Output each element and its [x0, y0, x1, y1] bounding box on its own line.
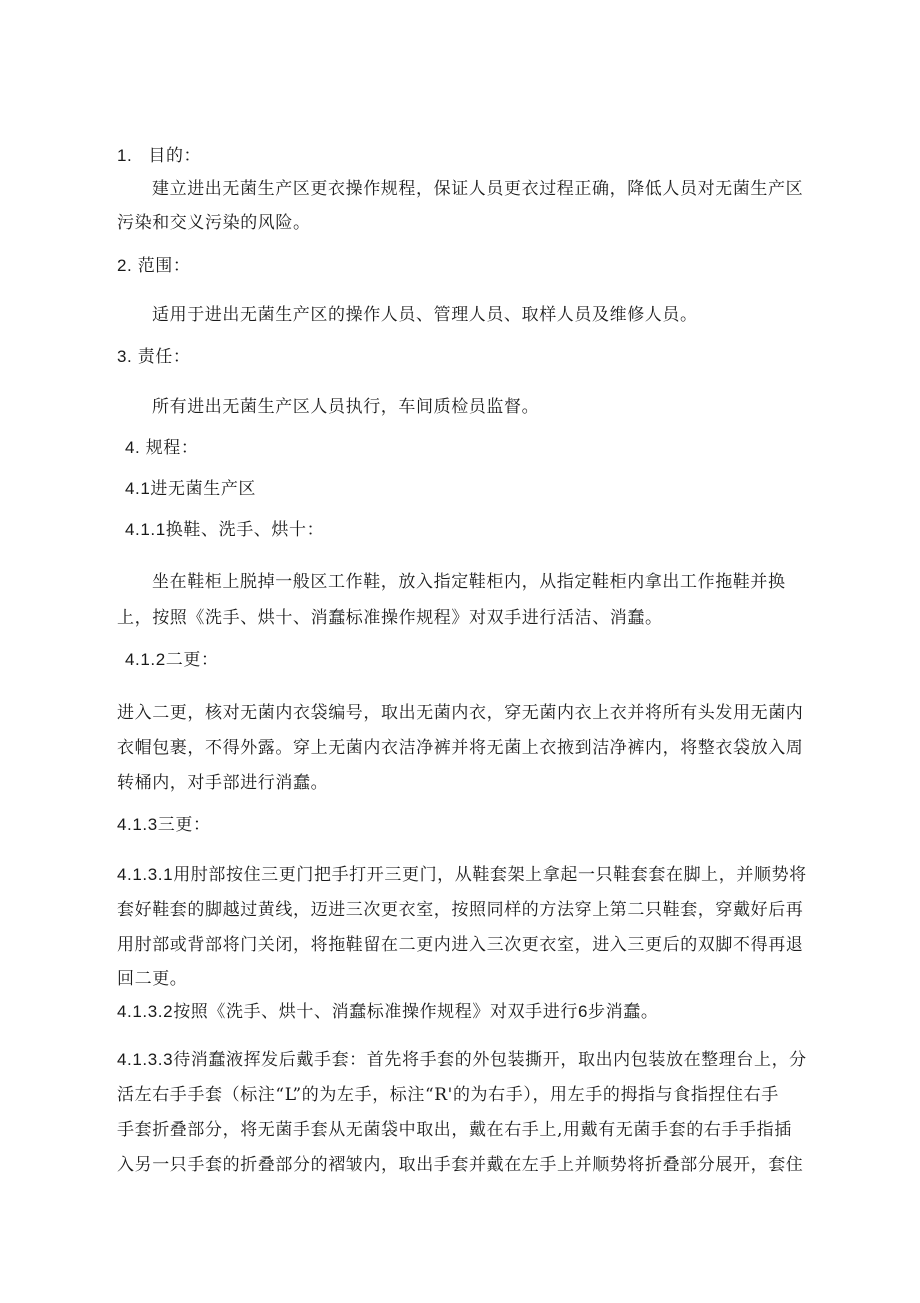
shoe-change-line-1: 坐在鞋柜上脱掉一般区工作鞋，放入指定鞋柜内，从指定鞋柜内拿出工作拖鞋并换 — [152, 572, 786, 592]
step-4-1-3-3-line-3: 手套折叠部分，将无菌手套从无菌袋中取出，戴在右手上,用戴有无菌手套的右手手指插 — [117, 1120, 792, 1140]
section-4-1-2-heading: 4.1.2二更： — [125, 650, 219, 669]
step-4-1-3-1-line-2: 套好鞋套的脚越过黄线，迈进三次更衣室，按照同样的方法穿上第二只鞋套，穿戴好后再 — [117, 900, 804, 920]
step-4-1-3-3-line-2: 活左右手手套（标注“L”的为左手，标注“R'的为右手），用左手的拇指与食指捏住右手 — [117, 1085, 779, 1105]
section-4-1-1-heading: 4.1.1换鞋、洗手、烘十： — [125, 520, 325, 539]
step-4-1-3-1-line-3: 用肘部或背部将门关闭，将拖鞋留在二更内进入三次更衣室，进入三更后的双脚不得再退 — [117, 935, 804, 955]
section-4-heading: 4. 规程： — [125, 438, 199, 457]
section-2-heading: 2. 范围： — [117, 256, 191, 275]
scope-line: 适用于进出无菌生产区的操作人员、管理人员、取样人员及维修人员。 — [152, 305, 698, 325]
purpose-line-2: 污染和交义污染的风险。 — [117, 213, 311, 233]
second-change-line-1: 进入二更，核对无菌内衣袋编号，取出无菌内衣，穿无菌内衣上衣并将所有头发用无菌内 — [117, 703, 804, 723]
second-change-line-3: 转桶内，对手部进行消蠢。 — [117, 773, 329, 793]
step-4-1-3-2-line: 4.1.3.2按照《洗手、烘十、消蠢标准操作规程》对双手进行6步消蠢。 — [117, 1002, 659, 1021]
section-3-heading: 3. 责任： — [117, 347, 191, 366]
section-4-1-heading: 4.1进无菌生产区 — [125, 479, 257, 498]
step-4-1-3-3-line-1: 4.1.3.3待消蠢液挥发后戴手套：首先将手套的外包装撕开，取出内包装放在整理台上，分 — [117, 1050, 807, 1069]
shoe-change-line-2: 上，按照《洗手、烘十、消蠢标准操作规程》对双手进行活洁、消蠢。 — [117, 608, 663, 628]
step-4-1-3-1-line-4: 回二更。 — [117, 969, 188, 989]
section-1-heading: 1. 目的： — [117, 146, 202, 165]
step-4-1-3-3-line-4: 入另一只手套的折叠部分的褶皱内，取出手套并戴在左手上并顺势将折叠部分展开，套住 — [117, 1155, 804, 1175]
section-4-1-3-heading: 4.1.3三更： — [117, 815, 211, 834]
purpose-line-1: 建立进出无菌生产区更衣操作规程，保证人员更衣过程正确，降低人员对无菌生产区 — [152, 179, 804, 199]
responsibility-line: 所有进出无菌生产区人员执行，车间质检员监督。 — [152, 397, 540, 417]
second-change-line-2: 衣帽包裹，不得外露。穿上无菌内衣洁净裤并将无菌上衣掖到洁净裤内，将整衣袋放入周 — [117, 738, 804, 758]
step-4-1-3-1-line-1: 4.1.3.1用肘部按住三更门把手打开三更门，从鞋套架上拿起一只鞋套套在脚上，并顺势将 — [117, 865, 807, 884]
